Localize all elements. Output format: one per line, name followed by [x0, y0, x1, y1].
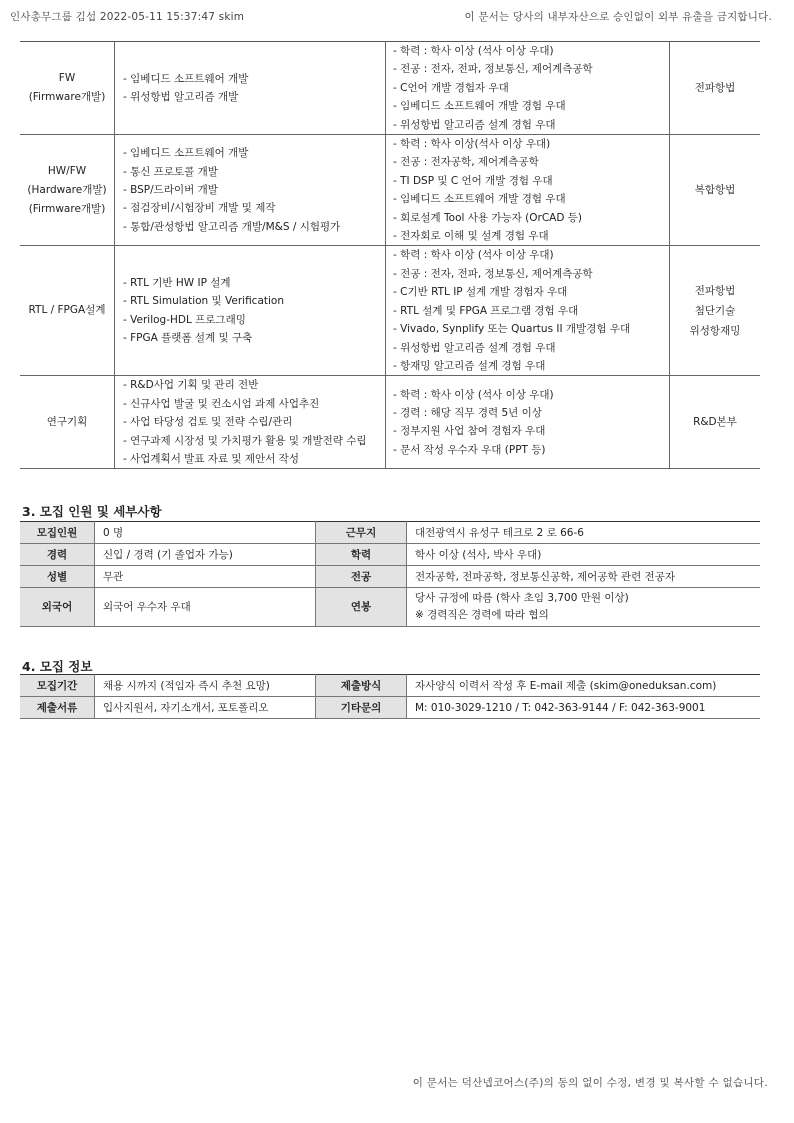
department-line: 전파항법 — [694, 284, 736, 297]
qualifications-cell — [386, 376, 670, 469]
info-row — [20, 522, 760, 544]
duty-line: - FPGA 플랫폼 설계 및 구축 — [123, 332, 253, 345]
recruitment-info-table — [20, 674, 760, 719]
info-value-line: 당사 규정에 따름 (학사 초임 3,700 만원 이상) — [415, 592, 629, 604]
duty-line: - R&D사업 기획 및 관리 전반 — [123, 379, 259, 392]
qualification-line: - 전공 : 전자, 전파, 정보통신, 제어계측공학 — [393, 267, 593, 280]
department-line: 위성항재밍 — [689, 324, 741, 337]
qualification-line: - 임베디드 소프트웨어 개발 경험 우대 — [393, 100, 566, 113]
duty-line: - 임베디드 소프트웨어 개발 — [123, 72, 249, 85]
info-value-line: 전자공학, 전파공학, 정보통신공학, 제어공학 관련 전공자 — [415, 571, 675, 583]
duty-line: - 연구과제 시장성 및 가치평가 활용 및 개발전략 수립 — [123, 434, 367, 447]
info-row — [20, 544, 760, 566]
info-value-line: M: 010-3029-1210 / T: 042-363-9144 / F: 042-363-9001 — [415, 701, 706, 714]
section3-title: 3. 모집 인원 및 세부사항 — [22, 504, 162, 519]
info-value — [407, 588, 761, 627]
duties-cell — [115, 376, 386, 469]
qualification-line: - C언어 개발 경험자 우대 — [393, 81, 509, 94]
info-row — [20, 697, 760, 719]
info-value: 입사지원서, 자기소개서, 포토폴리오 — [95, 697, 316, 719]
header-confidential-notice: 이 문서는 당사의 내부자산으로 승인없이 외부 유출을 금지합니다. — [464, 11, 772, 23]
position-row — [20, 135, 760, 246]
position-name-line: 연구기획 — [46, 415, 88, 428]
qualification-line: - 문서 작성 우수자 우대 (PPT 등) — [393, 443, 546, 456]
info-value: 0 명 — [95, 522, 316, 544]
qualification-line: - C기반 RTL IP 설계 개발 경험자 우대 — [393, 286, 568, 299]
qualification-line: - 학력 : 학사 이상 (석사 이상 우대) — [393, 249, 554, 262]
qualification-line: - 학력 : 학사 이상(석사 이상 우대) — [393, 138, 551, 151]
position-row — [20, 246, 760, 376]
department-cell — [670, 376, 761, 469]
department-cell — [670, 42, 761, 135]
duty-line: - 신규사업 발굴 및 컨소시엄 과제 사업추진 — [123, 397, 320, 410]
duty-line: - BSP/드라이버 개발 — [123, 184, 218, 197]
department-cell — [670, 135, 761, 246]
duty-line: - RTL 기반 HW IP 설계 — [123, 277, 231, 290]
info-value-line: 학사 이상 (석사, 박사 우대) — [415, 549, 542, 561]
info-label: 연봉 — [316, 588, 407, 627]
qualification-line: - 전자회로 이해 및 설계 경험 우대 — [393, 230, 549, 243]
info-value-line: ※ 경력직은 경력에 따라 협의 — [415, 609, 549, 621]
department-line: 첨단기술 — [694, 304, 736, 317]
qualification-line: - 전공 : 전자, 전파, 정보통신, 제어계측공학 — [393, 63, 593, 76]
info-label: 근무지 — [316, 522, 407, 544]
info-label: 제출방식 — [316, 675, 407, 697]
info-value: 무관 — [95, 566, 316, 588]
info-label: 모집인원 — [20, 522, 95, 544]
duty-line: - 통신 프로토콜 개발 — [123, 165, 218, 178]
info-value: 신입 / 경력 (기 졸업자 가능) — [95, 544, 316, 566]
info-label: 모집기간 — [20, 675, 95, 697]
info-value: 외국어 우수자 우대 — [95, 588, 316, 627]
position-name-cell — [20, 135, 115, 246]
duty-line: - 통합/관성항법 알고리즘 개발/M&S / 시험평가 — [123, 220, 341, 233]
position-row — [20, 376, 760, 469]
qualification-line: - TI DSP 및 C 언어 개발 경험 우대 — [393, 174, 553, 187]
job-positions-table — [20, 41, 760, 469]
qualification-line: - 학력 : 학사 이상 (석사 이상 우대) — [393, 388, 554, 401]
header-left-text: 인사총무그룹 김섭 2022-05-11 15:37:47 skim — [10, 11, 245, 23]
position-row — [20, 42, 760, 135]
qualifications-cell — [386, 135, 670, 246]
position-name-line: RTL / FPGA설계 — [28, 304, 106, 317]
info-label: 경력 — [20, 544, 95, 566]
footer-copy-notice: 이 문서는 덕산넵코어스(주)의 동의 없이 수정, 변경 및 복사할 수 없습니다. — [412, 1077, 768, 1089]
position-name-line: (Hardware개발) — [27, 183, 107, 196]
position-name-line: HW/FW — [47, 164, 87, 177]
info-label: 성별 — [20, 566, 95, 588]
duty-line: - 점검장비/시험장비 개발 및 제작 — [123, 202, 276, 215]
qualifications-cell — [386, 246, 670, 376]
position-name-cell — [20, 42, 115, 135]
qualification-line: - RTL 설계 및 FPGA 프로그램 경험 우대 — [393, 304, 579, 317]
department-line: R&D본부 — [693, 416, 737, 429]
qualification-line: - 위성항법 알고리즘 설계 경험 우대 — [393, 118, 556, 131]
info-value-line: 대전광역시 유성구 테크로 2 로 66-6 — [415, 527, 584, 539]
position-name-cell — [20, 376, 115, 469]
qualification-line: - 항재밍 알고리즘 설계 경험 우대 — [393, 359, 546, 372]
qualification-line: - 위성항법 알고리즘 설계 경험 우대 — [393, 341, 556, 354]
position-name-line: (Firmware개발) — [28, 91, 106, 104]
qualification-line: - Vivado, Synplify 또는 Quartus II 개발경험 우대 — [393, 323, 631, 336]
recruitment-details-table — [20, 521, 760, 627]
info-label: 제출서류 — [20, 697, 95, 719]
qualification-line: - 경력 : 해당 직무 경력 5년 이상 — [393, 406, 542, 419]
qualification-line: - 정부지원 사업 참여 경험자 우대 — [393, 425, 546, 438]
qualification-line: - 전공 : 전자공학, 제어계측공학 — [393, 156, 539, 169]
info-label: 외국어 — [20, 588, 95, 627]
info-value — [407, 566, 761, 588]
info-label: 학력 — [316, 544, 407, 566]
info-row — [20, 588, 760, 627]
duty-line: - Verilog-HDL 프로그래밍 — [123, 313, 246, 326]
duty-line: - 사업 타당성 검토 및 전략 수립/관리 — [123, 416, 293, 429]
info-value — [407, 697, 761, 719]
qualification-line: - 학력 : 학사 이상 (석사 이상 우대) — [393, 45, 554, 57]
info-value: 채용 시까지 (적임자 즉시 추천 요망) — [95, 675, 316, 697]
info-value — [407, 675, 761, 697]
duty-line: - 임베디드 소프트웨어 개발 — [123, 147, 249, 160]
info-value — [407, 544, 761, 566]
duty-line: - 위성항법 알고리즘 개발 — [123, 91, 239, 104]
duty-line: - RTL Simulation 및 Verification — [123, 295, 285, 308]
info-value-line: 자사양식 이력서 작성 후 E-mail 제출 (skim@oneduksan.com) — [415, 680, 717, 692]
info-row — [20, 566, 760, 588]
info-label: 전공 — [316, 566, 407, 588]
duties-cell — [115, 246, 386, 376]
duties-cell — [115, 42, 386, 135]
section4-title: 4. 모집 정보 — [22, 659, 93, 674]
position-name-line: (Firmware개발) — [28, 202, 106, 215]
qualification-line: - 회로설계 Tool 사용 가능자 (OrCAD 등) — [393, 211, 583, 224]
duty-line: - 사업계획서 발표 자료 및 제안서 작성 — [123, 452, 299, 465]
position-name-line: FW — [58, 72, 76, 85]
duties-cell — [115, 135, 386, 246]
info-label: 기타문의 — [316, 697, 407, 719]
qualification-line: - 임베디드 소프트웨어 개발 경험 우대 — [393, 193, 566, 206]
department-line: 전파항법 — [694, 82, 736, 95]
info-value — [407, 522, 761, 544]
department-line: 복합항법 — [694, 184, 736, 197]
qualifications-cell — [386, 42, 670, 135]
position-name-cell — [20, 246, 115, 376]
info-row — [20, 675, 760, 697]
department-cell — [670, 246, 761, 376]
